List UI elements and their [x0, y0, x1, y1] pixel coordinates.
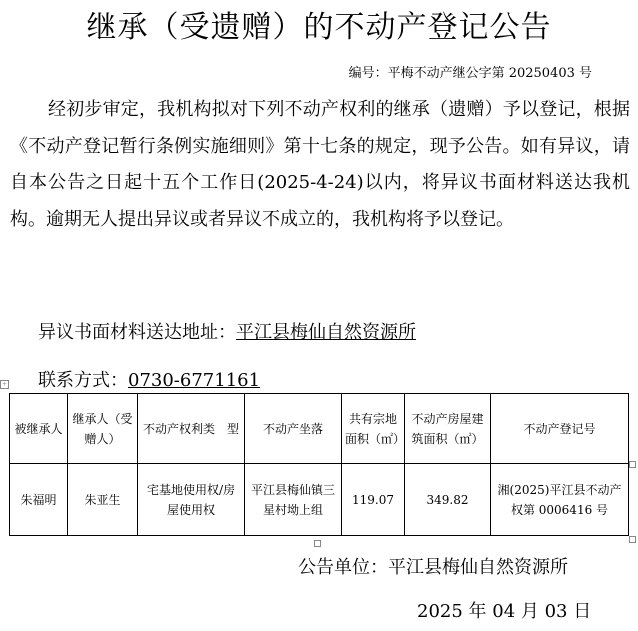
- table-row: [10, 464, 629, 536]
- objection-address-line: [38, 318, 416, 344]
- contact-label: 联系方式：: [38, 370, 128, 391]
- registration-table: [9, 393, 629, 536]
- header-building-area: 不动产房屋建筑面积（㎡）: [405, 394, 491, 464]
- objection-address-value: 平江县梅仙自然资源所: [236, 322, 416, 343]
- contact-line: [38, 366, 260, 392]
- issue-date: 2025 年 04 月 03 日: [417, 601, 592, 622]
- table-resize-handle-icon[interactable]: [629, 536, 636, 543]
- cell-shared-area: 119.07: [342, 464, 405, 536]
- cell-decedent: 朱福明: [10, 464, 68, 536]
- contact-value: 0730-6771161: [128, 370, 261, 391]
- table-header-row: [10, 394, 629, 464]
- issuing-unit-line: [298, 553, 568, 579]
- page-title: 继承（受遗赠）的不动产登记公告: [86, 10, 552, 45]
- document-number: 编号：平梅不动产继公字第 20250403 号: [348, 66, 592, 81]
- cell-heir: 朱亚生: [68, 464, 138, 536]
- header-location: 不动产坐落: [245, 394, 342, 464]
- table-resize-handle-icon[interactable]: [629, 461, 636, 468]
- cell-right-type: 宅基地使用权/房屋使用权: [138, 464, 245, 536]
- announcement-paragraph: 经初步审定，我机构拟对下列不动产权利的继承（遗赠）予以登记，根据《不动产登记暂行条例实施细则》第十七条的规定，现予公告。如有异议，请自本公告之日起十五个工作日(2025-4-24)以内，将异议书面材料送达我机构。逾期无人提出异议或者异议不成立的，我机构将予以登记。: [10, 99, 630, 230]
- table-resize-handle-icon[interactable]: [314, 540, 321, 547]
- objection-address-label: 异议书面材料送达地址：: [38, 322, 236, 343]
- header-reg-no: 不动产登记号: [491, 394, 629, 464]
- header-right-type: 不动产权利类 型: [138, 394, 245, 464]
- cell-building-area: 349.82: [405, 464, 491, 536]
- issuing-unit-label: 公告单位：: [298, 557, 388, 578]
- header-decedent: 被继承人: [10, 394, 68, 464]
- cell-location: 平江县梅仙镇三星村坳上组: [245, 464, 342, 536]
- cell-reg-no: 湘(2025)平江县不动产权第 0006416 号: [491, 464, 629, 536]
- header-shared-area: 共有宗地面积（㎡）: [342, 394, 405, 464]
- issuing-unit-value: 平江县梅仙自然资源所: [388, 557, 568, 578]
- announcement-body: [10, 92, 630, 238]
- header-heir: 继承人（受赠人）: [68, 394, 138, 464]
- table-move-handle-icon[interactable]: +: [1, 381, 8, 388]
